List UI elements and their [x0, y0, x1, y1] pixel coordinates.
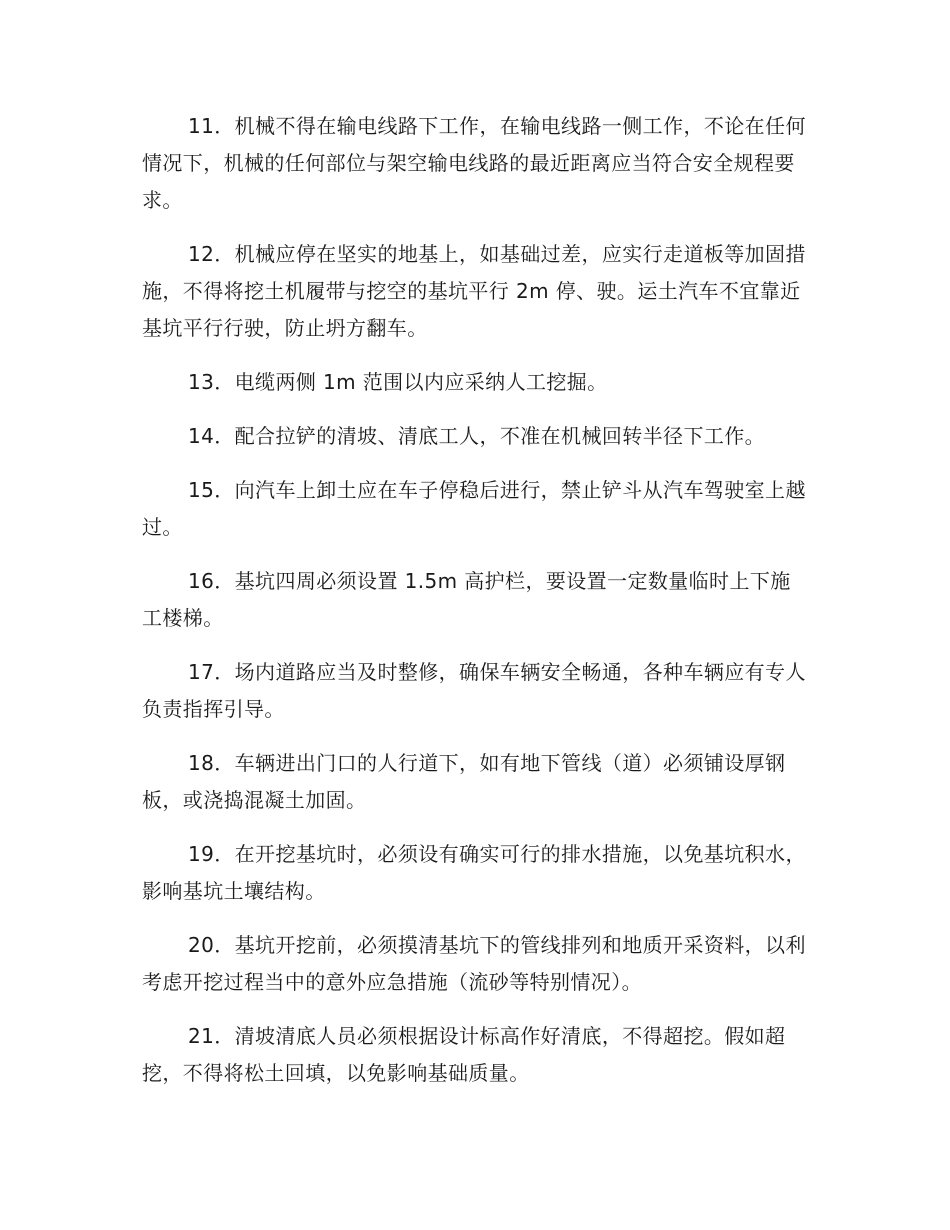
paragraph-12: 12．机械应停在坚实的地基上，如基础过差，应实行走道板等加固措施，不得将挖土机履带与挖空的基坑平行 2m 停、驶。运土汽车不宜靠近基坑平行行驶，防止坍方翻车。	[142, 242, 806, 340]
document-body	[142, 108, 810, 1109]
paragraph-13: 13．电缆两侧 1m 范围以内应采纳人工挖掘。	[188, 370, 608, 394]
paragraph-17: 17．场内道路应当及时整修，确保车辆安全畅通，各种车辆应有专人负责指挥引导。	[142, 660, 806, 721]
paragraph-14: 14．配合拉铲的清坡、清底工人，不准在机械回转半径下工作。	[188, 424, 766, 448]
paragraph-20: 20．基坑开挖前，必须摸清基坑下的管线排列和地质开采资料，以利考虑开挖过程当中的意外应急措施（流砂等特别情况）。	[142, 933, 806, 994]
paragraph-21: 21．清坡清底人员必须根据设计标高作好清底，不得超挖。假如超挖，不得将松土回填，以免影响基础质量。	[142, 1024, 786, 1085]
paragraph-11: 11．机械不得在输电线路下工作，在输电线路一侧工作，不论在任何情况下，机械的任何部位与架空输电线路的最近距离应当符合安全规程要求。	[142, 114, 806, 212]
paragraph-16: 16．基坑四周必须设置 1.5m 高护栏，要设置一定数量临时上下施工楼梯。	[142, 569, 791, 630]
paragraph-18: 18．车辆进出门口的人行道下，如有地下管线（道）必须铺设厚钢板，或浇捣混凝土加固。	[142, 751, 786, 812]
paragraph-19: 19．在开挖基坑时，必须设有确实可行的排水措施，以免基坑积水，影响基坑土壤结构。	[142, 842, 806, 903]
paragraph-15: 15．向汽车上卸土应在车子停稳后进行，禁止铲斗从汽车驾驶室上越过。	[142, 478, 806, 539]
